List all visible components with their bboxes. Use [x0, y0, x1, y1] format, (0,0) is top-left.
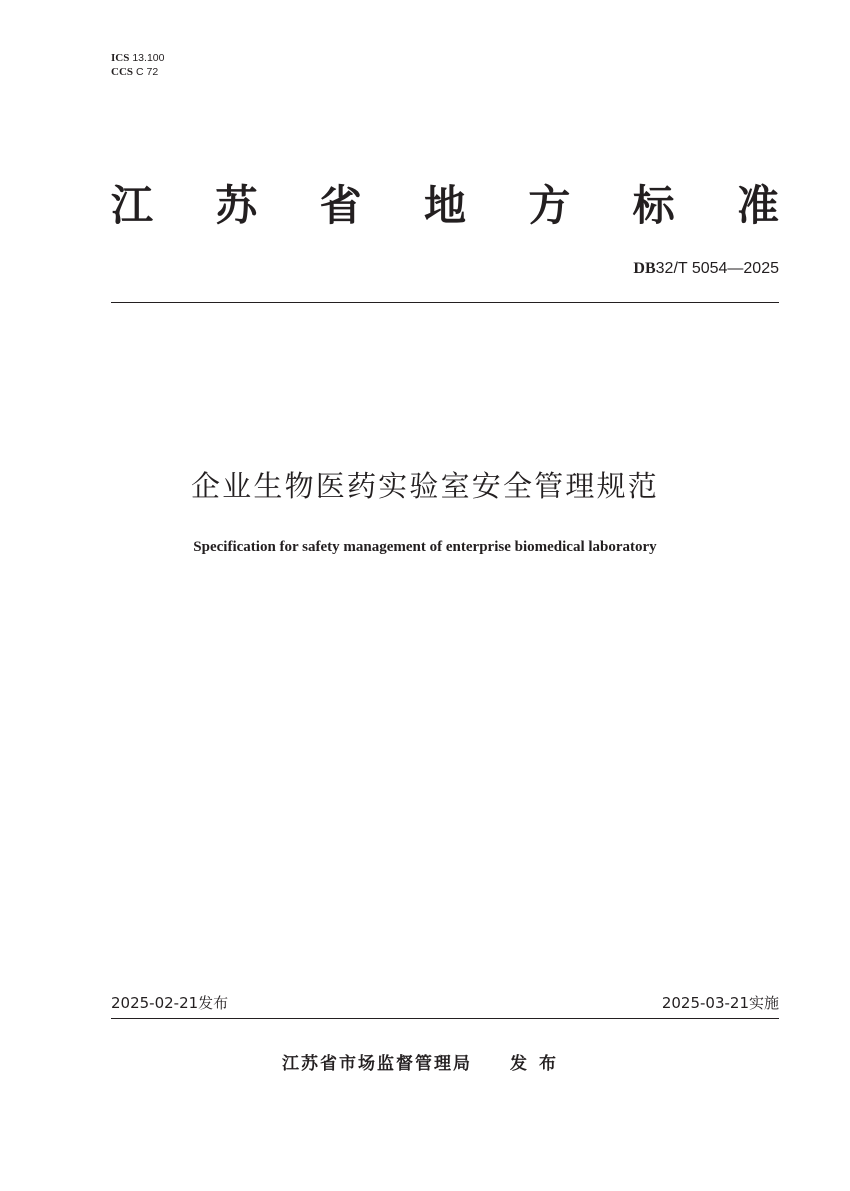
issuing-authority	[0, 1052, 850, 1076]
standard-type-char: 地	[423, 181, 466, 230]
ics-code	[111, 51, 164, 65]
ccs-code	[111, 65, 164, 79]
standard-type-char: 省	[319, 181, 362, 230]
standard-type-char: 准	[736, 181, 779, 230]
document-title-english: Specification for safety management of enterprise biomedical laboratory	[193, 539, 657, 555]
ics-label: ICS	[111, 52, 130, 64]
standard-type-char: 江	[111, 181, 154, 230]
issuer-action: 发布	[510, 1054, 568, 1074]
issuer-organization: 江苏省市场监督管理局	[282, 1054, 472, 1074]
standard-number	[633, 258, 779, 279]
document-title-chinese: 企业生物医药实验室安全管理规范	[190, 469, 659, 503]
standard-type-heading	[111, 178, 779, 234]
publish-date: 2025-02-21发布	[111, 994, 229, 1012]
ccs-value: C 72	[136, 66, 159, 78]
standard-type-char: 苏	[215, 181, 258, 230]
standard-type-char: 标	[632, 181, 675, 230]
classification-codes	[111, 51, 164, 79]
ics-value: 13.100	[132, 52, 165, 64]
standard-type-char: 方	[528, 181, 571, 230]
standard-number-prefix: DB	[633, 260, 656, 277]
bottom-divider	[111, 1018, 779, 1019]
standard-number-code: 32/T 5054—2025	[655, 260, 779, 277]
implementation-date: 2025-03-21实施	[661, 994, 779, 1012]
ccs-label: CCS	[111, 66, 134, 78]
top-divider	[111, 302, 779, 303]
